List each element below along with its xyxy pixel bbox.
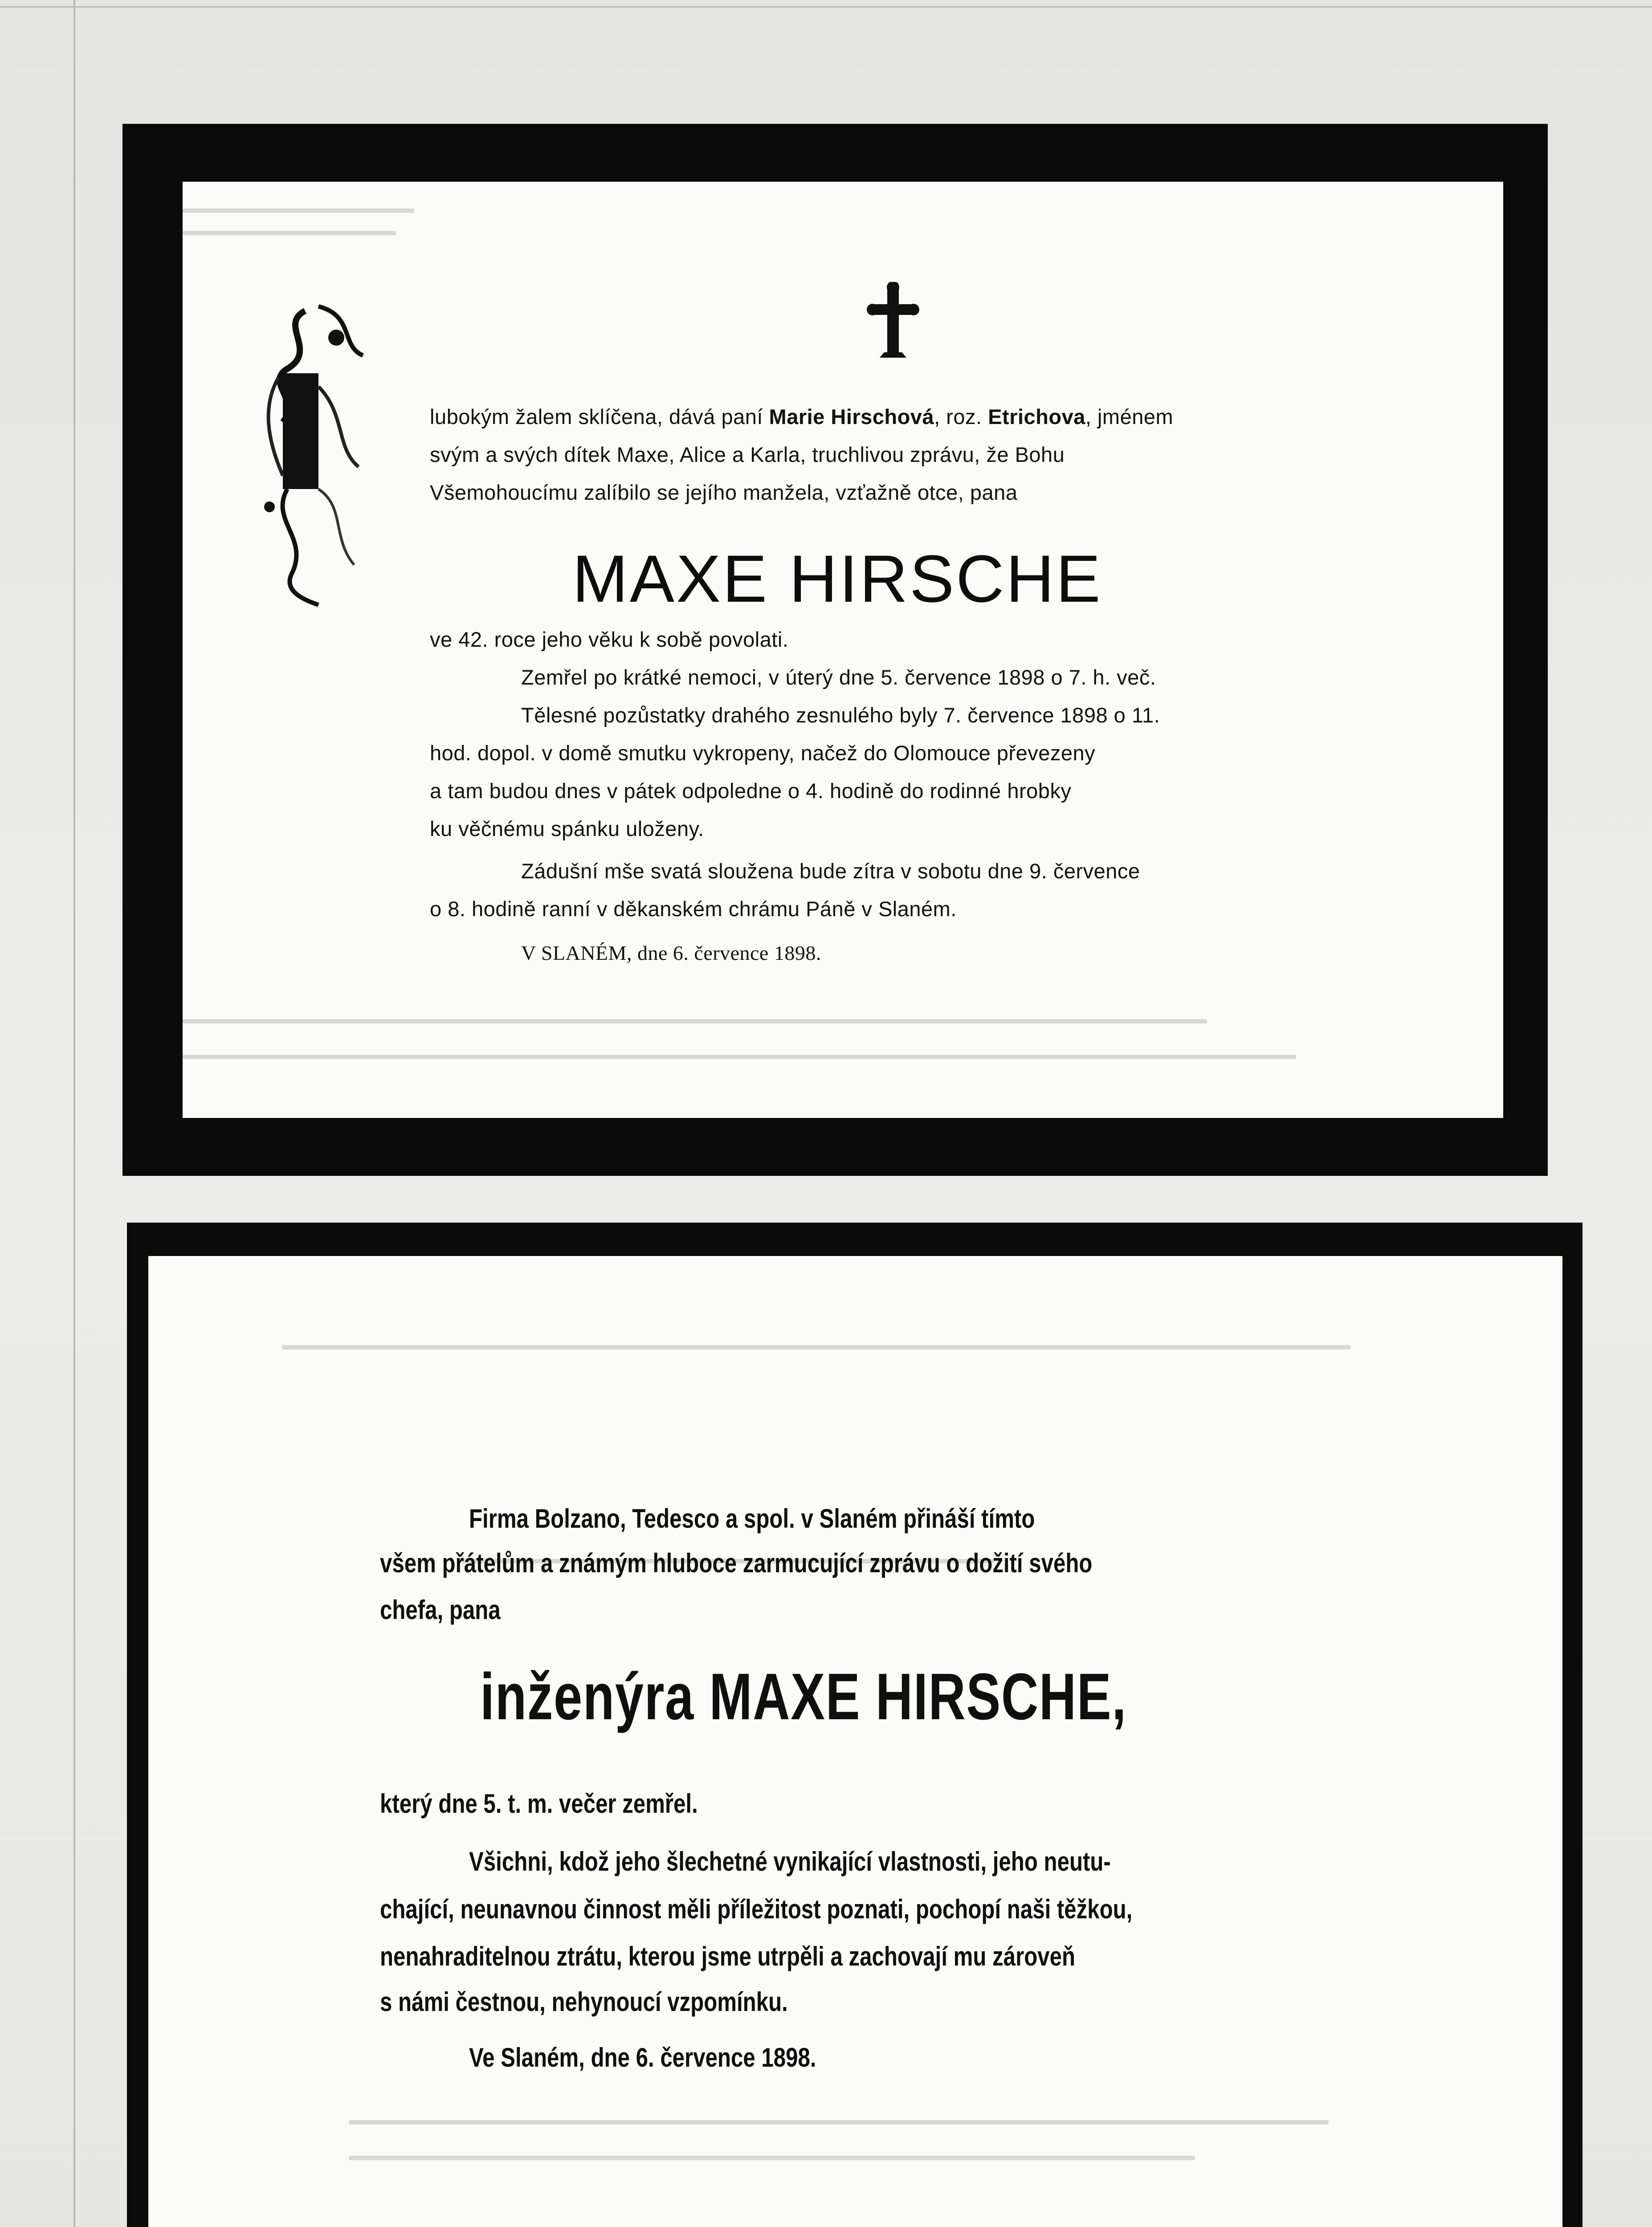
opening-text: lubokým žalem sklíčena, dává paní — [430, 405, 769, 428]
notice-line: svým a svých dítek Maxe, Alice a Karla, truchlivou zprávu, že Bohu — [430, 443, 1065, 466]
left-gutter-line — [73, 0, 75, 2227]
maiden-name: Etrichova — [988, 405, 1085, 428]
widow-name: Marie Hirschová — [769, 405, 934, 428]
deceased-title: inženýra MAXE HIRSCHE, — [480, 1660, 1127, 1733]
bleed-through — [282, 1345, 1351, 1350]
firm-announcement-rest: přináší tímto — [897, 1504, 1035, 1534]
top-edge-line — [0, 6, 1652, 8]
tribute-line: Všichni, kdož jeho šlechetné vynikající vlastnosti, jeho neutu- — [469, 1847, 1111, 1876]
notice-body-line: Zádušní mše svatá sloužena bude zítra v sobotu dne 9. července — [521, 859, 1140, 883]
notice-body-line: ve 42. roce jeho věku k sobě povolati. — [430, 628, 789, 651]
tribute-line: chající, neunavnou činnost měli příležitost poznati, pochopí naši těžkou, — [380, 1894, 1133, 1924]
bleed-through — [349, 2120, 1329, 2125]
deceased-name: MAXE HIRSCHE — [572, 541, 1102, 616]
firm-announcement-line: chefa, pana — [380, 1595, 501, 1625]
firm-announcement-line — [469, 1503, 1035, 1534]
mourning-notice-firm — [127, 1223, 1583, 2227]
notice-opening-line — [430, 404, 1173, 429]
firm-notice-content — [148, 1256, 1562, 2227]
tribute-line: nenahraditelnou ztrátu, kterou jsme utrpěli a zachovají mu zároveň — [380, 1941, 1076, 1971]
bleed-through — [183, 231, 396, 235]
death-date-line: který dne 5. t. m. večer zemřel. — [380, 1789, 698, 1819]
notice-body-line: Zemřel po krátké nemoci, v úterý dne 5. července 1898 o 7. h. več. — [521, 665, 1156, 689]
notice-body-line: a tam budou dnes v pátek odpoledne o 4. hodině do rodinné hrobky — [430, 779, 1072, 803]
opening-text-mid: , roz. — [934, 405, 988, 428]
bleed-through — [183, 1055, 1296, 1059]
place-date: Ve Slaném, dne 6. července 1898. — [469, 2043, 816, 2072]
firm-name: Firma Bolzano, Tedesco a spol. v Slaném — [469, 1504, 897, 1534]
tribute-line: s námi čestnou, nehynoucí vzpomínku. — [380, 1987, 788, 2017]
mourning-notice-family — [122, 124, 1548, 1176]
firm-announcement-line: všem přátelům a známým hluboce zarmucující zprávu o dožití svého — [380, 1548, 1093, 1578]
decorative-initial-ornament — [252, 298, 372, 609]
notice-line: Všemohoucímu zalíbilo se jejího manžela, vzťažně otce, pana — [430, 481, 1018, 504]
opening-text-end: , jménem — [1085, 405, 1174, 428]
notice-body-line: Tělesné pozůstatky drahého zesnulého byly 7. července 1898 o 11. — [521, 703, 1160, 727]
bleed-through — [183, 1019, 1207, 1024]
place-date: V SLANÉM, dne 6. července 1898. — [521, 942, 821, 964]
bleed-through — [183, 208, 414, 213]
cross-icon — [866, 282, 920, 362]
notice-body-line: ku věčnému spánku uloženy. — [430, 817, 704, 840]
notice-body-line: o 8. hodině ranní v děkanském chrámu Páně v Slaném. — [430, 897, 957, 921]
family-notice-content — [183, 182, 1503, 1118]
bleed-through — [349, 2156, 1195, 2160]
notice-body-line: hod. dopol. v domě smutku vykropeny, načež do Olomouce převezeny — [430, 741, 1096, 765]
